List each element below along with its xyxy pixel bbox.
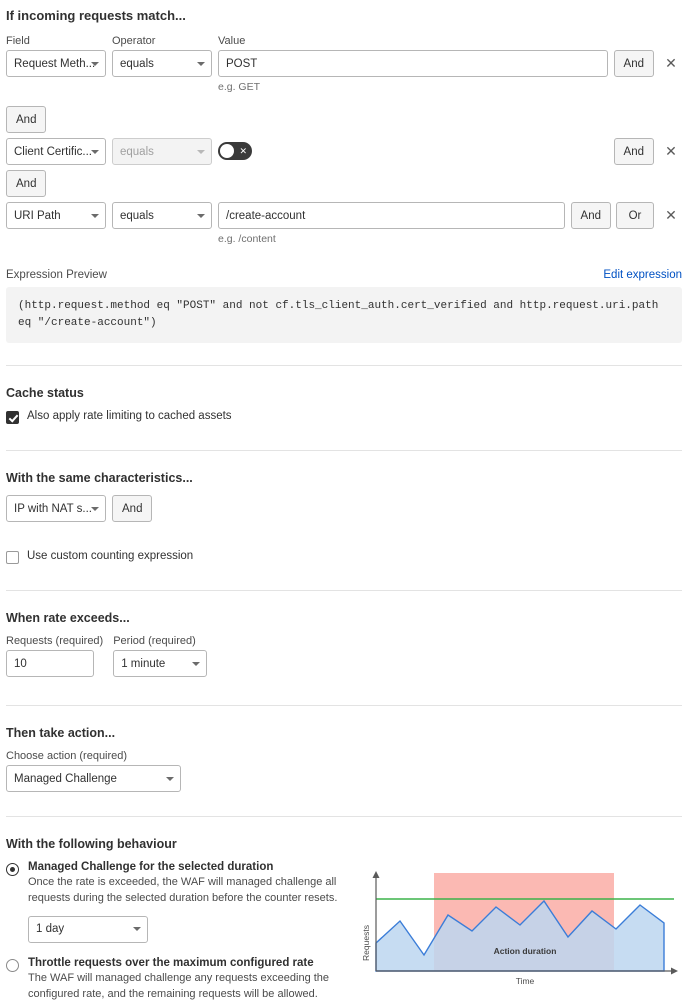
chart-x-axis-label: Time bbox=[515, 976, 535, 987]
match-row-3 bbox=[6, 202, 682, 253]
value-hint-1: e.g. GET bbox=[218, 81, 261, 93]
period-field-group bbox=[113, 635, 207, 677]
value-hint-3: e.g. /content bbox=[218, 233, 276, 245]
operator-select-3[interactable] bbox=[112, 202, 212, 229]
close-icon: ✕ bbox=[239, 145, 247, 156]
match-column-headers bbox=[6, 35, 682, 47]
chart-y-axis-label: Requests bbox=[362, 925, 371, 962]
remove-row-1-icon[interactable]: ✕ bbox=[665, 55, 677, 71]
action-select-value: Managed Challenge bbox=[14, 772, 117, 785]
field-select-3[interactable] bbox=[6, 202, 106, 229]
and-connector-button-1[interactable]: And bbox=[6, 106, 46, 133]
behaviour-option-2-title: Throttle requests over the maximum configured rate bbox=[28, 956, 314, 969]
column-header-field: Field bbox=[6, 35, 30, 47]
characteristic-select-value: IP with NAT s... bbox=[14, 502, 92, 515]
column-header-operator: Operator bbox=[112, 35, 156, 47]
value-cell-3 bbox=[218, 202, 565, 253]
behaviour-option-2[interactable] bbox=[6, 957, 352, 1003]
match-row-1 bbox=[6, 50, 682, 101]
duration-select[interactable] bbox=[28, 916, 148, 943]
rate-limit-chart-svg bbox=[362, 871, 682, 996]
behaviour-chart bbox=[352, 861, 682, 1007]
operator-select-3-value: equals bbox=[120, 209, 154, 222]
behaviour-title: With the following behaviour bbox=[6, 837, 177, 852]
characteristics-and-button[interactable]: And bbox=[112, 495, 152, 522]
characteristics-row bbox=[6, 495, 682, 522]
divider-4 bbox=[6, 705, 682, 706]
behaviour-option-1[interactable] bbox=[6, 861, 352, 943]
add-and-button-2[interactable]: And bbox=[614, 138, 654, 165]
match-row-2 bbox=[6, 138, 682, 165]
remove-row-2-icon[interactable]: ✕ bbox=[665, 143, 677, 159]
cache-checkbox-row[interactable] bbox=[6, 410, 682, 424]
choose-action-label: Choose action (required) bbox=[6, 750, 128, 763]
divider-3 bbox=[6, 590, 682, 591]
add-and-button-3[interactable]: And bbox=[571, 202, 611, 229]
operator-select-2 bbox=[112, 138, 212, 165]
chevron-down-icon bbox=[91, 507, 99, 511]
field-select-2[interactable] bbox=[6, 138, 106, 165]
field-select-2-value: Client Certific... bbox=[14, 145, 92, 158]
behaviour-option-2-desc: The WAF will managed challenge any requests exceeding the configured rate, and the remaining requests will be allowed. bbox=[28, 971, 330, 1000]
field-select-1-value: Request Meth... bbox=[14, 57, 96, 70]
behaviour-option-2-radio[interactable] bbox=[6, 959, 19, 972]
characteristic-select[interactable] bbox=[6, 495, 106, 522]
field-select-1[interactable] bbox=[6, 50, 106, 77]
custom-counting-checkbox[interactable] bbox=[6, 551, 19, 564]
behaviour-options bbox=[6, 861, 352, 1007]
remove-row-3-icon[interactable]: ✕ bbox=[665, 207, 677, 223]
custom-counting-row[interactable] bbox=[6, 550, 682, 564]
period-select-value: 1 minute bbox=[121, 657, 166, 670]
cert-verified-toggle[interactable] bbox=[218, 142, 252, 160]
field-select-3-value: URI Path bbox=[14, 209, 61, 222]
and-connector-button-2[interactable]: And bbox=[6, 170, 46, 197]
requests-label: Requests (required) bbox=[6, 635, 104, 648]
cache-checkbox[interactable] bbox=[6, 411, 19, 424]
and-connector-2 bbox=[6, 170, 682, 197]
expression-preview-header bbox=[6, 269, 682, 281]
match-section-title: If incoming requests match... bbox=[6, 8, 186, 23]
value-cell-1 bbox=[218, 50, 608, 101]
divider-1 bbox=[6, 365, 682, 366]
chevron-down-icon bbox=[91, 214, 99, 218]
value-select-1-value: POST bbox=[226, 57, 258, 70]
chevron-down-icon bbox=[197, 62, 205, 66]
chevron-down-icon bbox=[166, 777, 174, 781]
chevron-down-icon bbox=[192, 662, 200, 666]
expression-preview-label: Expression Preview bbox=[6, 269, 107, 281]
chevron-down-icon bbox=[91, 150, 99, 154]
chevron-down-icon bbox=[91, 62, 99, 66]
chart-action-duration-label: Action duration bbox=[493, 946, 557, 957]
action-title: Then take action... bbox=[6, 726, 116, 741]
custom-counting-label: Use custom counting expression bbox=[27, 550, 194, 563]
expression-preview-text: (http.request.method eq "POST" and not cf.tls_client_auth.cert_verified and http.request.uri.path eq "/create-account") bbox=[6, 287, 682, 343]
cache-status-title: Cache status bbox=[6, 386, 84, 401]
value-cell-2 bbox=[218, 138, 608, 165]
divider-2 bbox=[6, 450, 682, 451]
value-input-3[interactable] bbox=[218, 202, 565, 229]
period-select[interactable] bbox=[113, 650, 207, 677]
add-and-button-1[interactable]: And bbox=[614, 50, 654, 77]
operator-select-1[interactable] bbox=[112, 50, 212, 77]
add-or-button-3[interactable]: Or bbox=[616, 202, 654, 229]
column-header-value: Value bbox=[218, 35, 246, 47]
behaviour-option-1-title: Managed Challenge for the selected duration bbox=[28, 861, 274, 874]
edit-expression-link[interactable]: Edit expression bbox=[603, 269, 682, 281]
chevron-down-icon bbox=[133, 927, 141, 931]
behaviour-option-1-radio[interactable] bbox=[6, 863, 19, 876]
requests-field-group bbox=[6, 635, 103, 677]
rate-fields bbox=[6, 635, 682, 677]
action-select[interactable] bbox=[6, 765, 181, 792]
value-select-1[interactable] bbox=[218, 50, 608, 77]
chevron-down-icon bbox=[197, 214, 205, 218]
and-connector-1 bbox=[6, 106, 682, 133]
operator-select-2-value: equals bbox=[120, 145, 154, 158]
characteristics-title: With the same characteristics... bbox=[6, 471, 193, 486]
cache-checkbox-label: Also apply rate limiting to cached assets bbox=[27, 410, 232, 423]
behaviour-option-1-desc: Once the rate is exceeded, the WAF will managed challenge all requests during the selected duration before the counter resets. bbox=[28, 876, 338, 905]
behaviour-body bbox=[6, 861, 682, 1007]
operator-select-1-value: equals bbox=[120, 57, 154, 70]
chevron-down-icon bbox=[197, 150, 205, 154]
requests-input[interactable] bbox=[6, 650, 94, 677]
rate-title: When rate exceeds... bbox=[6, 611, 130, 626]
divider-5 bbox=[6, 816, 682, 817]
duration-select-value: 1 day bbox=[36, 923, 65, 936]
period-label: Period (required) bbox=[113, 635, 196, 648]
toggle-knob bbox=[220, 144, 234, 158]
